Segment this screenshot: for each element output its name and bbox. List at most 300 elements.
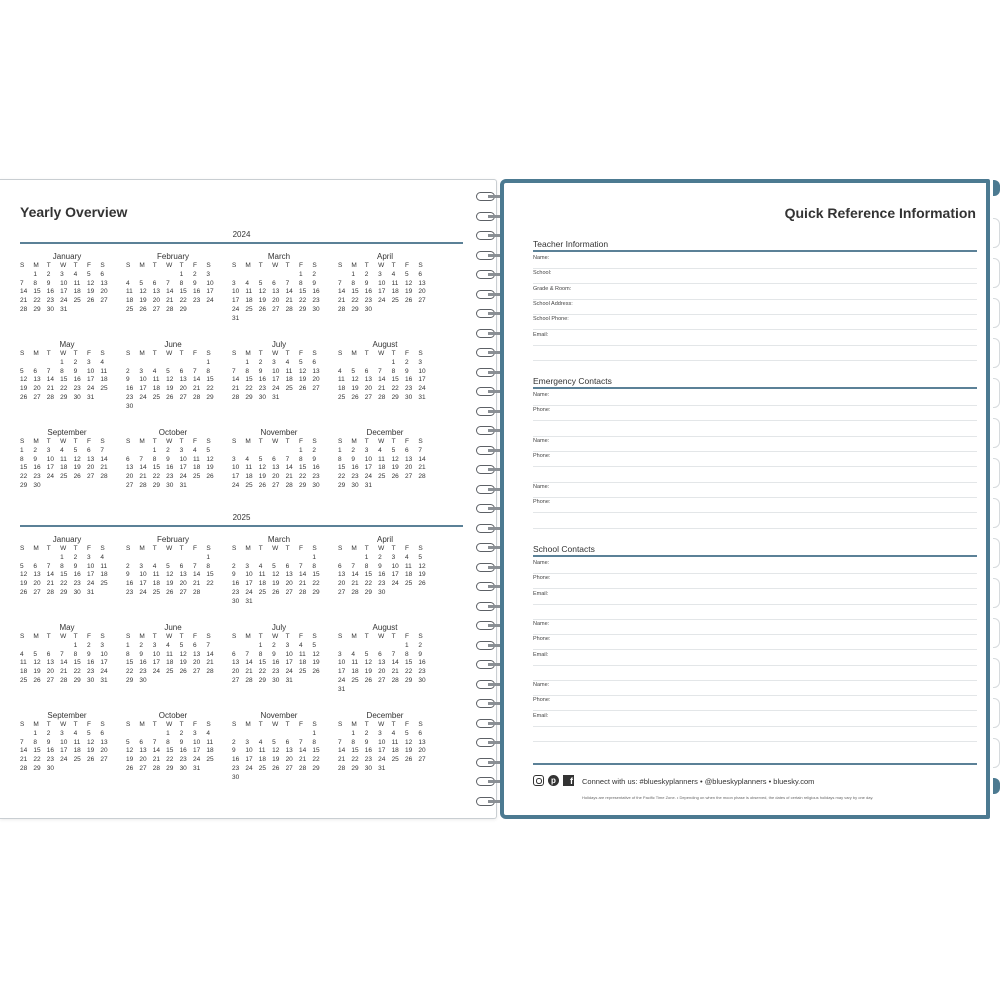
- day-grid: [126, 545, 220, 598]
- day-number: 11: [100, 367, 108, 375]
- blank-line[interactable]: [533, 513, 977, 529]
- section-rule: [533, 387, 977, 389]
- day-number: 24: [46, 473, 55, 481]
- month-name: February: [156, 535, 189, 544]
- day-number: 9: [232, 747, 236, 755]
- month-tab[interactable]: [993, 338, 1000, 368]
- month-tab[interactable]: [993, 658, 1000, 688]
- empty-day: [166, 554, 179, 563]
- weekday-label: W: [378, 721, 385, 728]
- month-tab[interactable]: [993, 418, 1000, 448]
- day-number: 8: [312, 562, 316, 570]
- weekday-label: S: [338, 545, 343, 552]
- blank-line[interactable]: [533, 604, 977, 620]
- month-name: June: [164, 623, 182, 632]
- weekday-label: W: [378, 633, 385, 640]
- day-number: 15: [351, 747, 359, 755]
- empty-day: [153, 359, 166, 368]
- day-number: 16: [272, 659, 280, 667]
- day-number: 17: [391, 571, 399, 579]
- day-number: 26: [20, 588, 28, 596]
- teacher-field[interactable]: Email:: [533, 330, 977, 346]
- day-number: 13: [418, 279, 426, 287]
- blank-line[interactable]: [533, 467, 977, 483]
- weekday-label: F: [192, 633, 197, 640]
- day-number: 26: [86, 756, 95, 764]
- emergency-phone-field[interactable]: Phone:: [533, 451, 977, 467]
- day-number: 15: [20, 464, 28, 472]
- day-number: 21: [206, 659, 214, 667]
- month-tab[interactable]: [993, 298, 1000, 328]
- weekday-label: M: [351, 350, 357, 357]
- day-number: 14: [46, 571, 55, 579]
- month-tab[interactable]: [993, 458, 1000, 488]
- day-number: 11: [258, 747, 266, 755]
- blank-line[interactable]: [533, 665, 977, 681]
- school-phone-field[interactable]: Phone:: [533, 573, 977, 589]
- month-tab[interactable]: [993, 180, 1000, 196]
- teacher-field[interactable]: School Phone:: [533, 314, 977, 330]
- day-number: 22: [258, 668, 267, 676]
- day-number: 9: [86, 650, 91, 658]
- day-number: 25: [245, 481, 253, 489]
- day-number: 22: [20, 473, 28, 481]
- day-number: 23: [312, 473, 320, 481]
- month-tab[interactable]: [993, 498, 1000, 528]
- weekday-label: W: [60, 350, 67, 357]
- teacher-field[interactable]: Name:: [533, 253, 977, 269]
- month-name: October: [158, 428, 188, 437]
- empty-day: [259, 554, 272, 563]
- day-number: 24: [206, 297, 214, 305]
- day-number: 29: [404, 676, 413, 684]
- day-number: 19: [418, 571, 426, 579]
- empty-day: [153, 554, 166, 563]
- day-grid: [338, 350, 432, 403]
- day-number: 29: [298, 305, 307, 313]
- day-number: 9: [258, 367, 263, 375]
- day-number: 14: [152, 747, 161, 755]
- day-number: 21: [378, 385, 386, 393]
- weekday-label: T: [152, 438, 157, 445]
- day-number: 24: [245, 588, 253, 596]
- day-number: 26: [391, 473, 399, 481]
- day-number: 22: [338, 473, 346, 481]
- day-number: 24: [245, 764, 253, 772]
- empty-day: [166, 359, 179, 368]
- day-number: 20: [192, 659, 201, 667]
- day-number: 20: [338, 580, 346, 588]
- day-number: 14: [46, 376, 55, 384]
- day-number: 18: [258, 756, 267, 764]
- day-number: 13: [192, 650, 201, 658]
- weekday-label: S: [338, 721, 343, 728]
- empty-day: [180, 359, 193, 368]
- day-number: 16: [166, 464, 174, 472]
- day-grid: [232, 721, 326, 783]
- day-number: 19: [20, 580, 28, 588]
- weekday-label: M: [351, 262, 357, 269]
- weekday-label: T: [364, 438, 369, 445]
- emergency-phone-field[interactable]: Phone:: [533, 497, 977, 513]
- empty-day: [153, 271, 166, 280]
- day-number: 14: [351, 571, 359, 579]
- month-calendar: [232, 711, 326, 783]
- school-email-field[interactable]: Email:: [533, 650, 977, 666]
- day-number: 29: [33, 764, 41, 772]
- weekday-label: T: [73, 350, 78, 357]
- day-number: 27: [404, 473, 413, 481]
- empty-day: [33, 359, 46, 368]
- day-grid: [232, 262, 326, 324]
- day-number: 2: [46, 729, 51, 737]
- empty-day: [126, 730, 139, 739]
- day-number: 24: [285, 668, 293, 676]
- day-number: 5: [258, 279, 263, 287]
- empty-day: [139, 359, 152, 368]
- day-number: 29: [60, 393, 68, 401]
- weekday-label: S: [312, 262, 317, 269]
- day-number: 19: [126, 756, 134, 764]
- blank-line[interactable]: [533, 421, 977, 437]
- day-number: 28: [351, 588, 359, 596]
- day-number: 15: [338, 464, 346, 472]
- weekday-label: S: [338, 262, 343, 269]
- day-number: 18: [166, 659, 174, 667]
- day-number: 11: [206, 738, 214, 746]
- weekday-label: F: [86, 545, 91, 552]
- day-number: 30: [378, 588, 386, 596]
- month-tab[interactable]: [993, 698, 1000, 728]
- day-number: 28: [418, 473, 426, 481]
- empty-day: [245, 730, 258, 739]
- weekday-label: W: [378, 350, 385, 357]
- day-number: 28: [152, 764, 161, 772]
- day-number: 3: [272, 358, 276, 366]
- day-number: 15: [206, 376, 214, 384]
- weekday-label: S: [100, 350, 105, 357]
- school-phone-field[interactable]: Phone:: [533, 695, 977, 711]
- empty-day: [20, 271, 33, 280]
- day-number: 5: [139, 279, 144, 287]
- day-number: 3: [232, 455, 236, 463]
- day-number: 10: [232, 464, 240, 472]
- day-number: 20: [86, 464, 95, 472]
- empty-day: [126, 271, 139, 280]
- day-number: 16: [139, 659, 147, 667]
- day-number: 19: [404, 747, 413, 755]
- day-number: 4: [152, 367, 157, 375]
- day-number: 18: [378, 464, 386, 472]
- day-grid: [126, 721, 220, 774]
- day-number: 10: [338, 659, 346, 667]
- day-number: 28: [338, 764, 346, 772]
- school-email-field[interactable]: Email:: [533, 711, 977, 727]
- day-number: 8: [351, 279, 356, 287]
- day-number: 16: [364, 288, 373, 296]
- day-number: 20: [364, 385, 373, 393]
- day-number: 16: [418, 659, 426, 667]
- month-calendar: [126, 623, 220, 686]
- day-number: 7: [20, 279, 24, 287]
- day-number: 28: [378, 393, 386, 401]
- day-number: 19: [86, 747, 95, 755]
- day-number: 15: [404, 659, 413, 667]
- day-number: 21: [418, 464, 426, 472]
- weekday-label: M: [245, 633, 251, 640]
- weekday-label: F: [298, 262, 303, 269]
- day-number: 9: [404, 367, 409, 375]
- weekday-label: M: [33, 721, 39, 728]
- weekday-label: T: [179, 545, 184, 552]
- day-number: 12: [139, 288, 147, 296]
- weekday-label: T: [391, 633, 396, 640]
- day-number: 12: [86, 279, 95, 287]
- month-calendar: [232, 535, 326, 607]
- weekday-label: T: [285, 633, 290, 640]
- day-number: 29: [391, 393, 399, 401]
- weekday-label: M: [351, 633, 357, 640]
- day-number: 21: [298, 580, 307, 588]
- weekday-label: S: [206, 350, 211, 357]
- day-number: 28: [20, 764, 28, 772]
- day-number: 6: [100, 729, 104, 737]
- day-number: 15: [152, 464, 161, 472]
- day-number: 7: [100, 446, 104, 454]
- weekday-label: S: [20, 350, 25, 357]
- day-number: 11: [245, 464, 253, 472]
- weekday-label: T: [73, 545, 78, 552]
- day-number: 19: [312, 659, 320, 667]
- day-number: 15: [298, 288, 307, 296]
- day-number: 26: [418, 580, 426, 588]
- day-number: 27: [46, 676, 55, 684]
- day-number: 27: [285, 764, 293, 772]
- day-number: 9: [126, 376, 130, 384]
- day-number: 8: [298, 455, 303, 463]
- day-number: 28: [166, 305, 174, 313]
- day-number: 23: [272, 668, 280, 676]
- weekday-label: F: [86, 350, 91, 357]
- school-email-field[interactable]: Email:: [533, 589, 977, 605]
- day-number: 31: [285, 676, 293, 684]
- weekday-label: F: [298, 633, 303, 640]
- emergency-phone-field[interactable]: Phone:: [533, 405, 977, 421]
- empty-day: [47, 359, 60, 368]
- day-number: 4: [378, 446, 382, 454]
- weekday-label: M: [33, 438, 39, 445]
- teacher-field[interactable]: School Address:: [533, 299, 977, 315]
- day-number: 18: [206, 747, 214, 755]
- month-calendar: [232, 340, 326, 403]
- weekday-label: M: [33, 633, 39, 640]
- day-number: 3: [60, 729, 64, 737]
- day-number: 12: [404, 738, 413, 746]
- blank-line[interactable]: [533, 345, 977, 361]
- day-number: 14: [298, 571, 307, 579]
- month-tab[interactable]: [993, 378, 1000, 408]
- weekday-label: T: [73, 633, 78, 640]
- day-number: 22: [33, 756, 41, 764]
- weekday-label: W: [272, 633, 279, 640]
- day-number: 1: [73, 641, 78, 649]
- weekday-label: W: [166, 545, 173, 552]
- weekday-label: F: [192, 350, 197, 357]
- month-name: July: [271, 623, 287, 632]
- day-number: 24: [86, 580, 95, 588]
- school-name-field[interactable]: Name:: [533, 619, 977, 635]
- emergency-name-field[interactable]: Name:: [533, 436, 977, 452]
- day-number: 27: [126, 481, 134, 489]
- empty-day: [126, 554, 139, 563]
- day-number: 17: [378, 288, 386, 296]
- day-number: 31: [338, 685, 346, 693]
- day-number: 24: [192, 756, 201, 764]
- day-number: 29: [312, 588, 320, 596]
- day-number: 10: [86, 367, 95, 375]
- weekday-label: M: [245, 545, 251, 552]
- emergency-name-field[interactable]: Name:: [533, 390, 977, 406]
- month-calendar: [126, 428, 220, 491]
- empty-day: [338, 554, 351, 563]
- day-number: 11: [298, 650, 306, 658]
- day-grid: [232, 545, 326, 607]
- empty-day: [245, 271, 258, 280]
- day-number: 16: [73, 571, 81, 579]
- month-tab[interactable]: [993, 258, 1000, 288]
- day-number: 29: [245, 393, 253, 401]
- day-number: 17: [139, 580, 147, 588]
- month-tab[interactable]: [993, 218, 1000, 248]
- day-number: 3: [378, 270, 382, 278]
- day-number: 20: [404, 464, 413, 472]
- day-number: 27: [338, 588, 346, 596]
- day-number: 8: [206, 562, 210, 570]
- day-number: 1: [245, 358, 250, 366]
- day-number: 30: [364, 305, 373, 313]
- day-number: 11: [152, 571, 160, 579]
- day-number: 28: [46, 393, 55, 401]
- empty-day: [272, 730, 285, 739]
- day-number: 9: [351, 455, 356, 463]
- day-number: 24: [338, 676, 346, 684]
- weekday-label: S: [126, 545, 131, 552]
- day-number: 5: [272, 738, 276, 746]
- weekday-label: T: [364, 633, 369, 640]
- day-number: 20: [272, 297, 280, 305]
- day-number: 6: [139, 738, 144, 746]
- day-number: 17: [245, 756, 253, 764]
- day-number: 12: [364, 659, 373, 667]
- day-number: 22: [166, 756, 174, 764]
- day-number: 28: [206, 668, 214, 676]
- day-number: 19: [272, 580, 280, 588]
- day-number: 23: [126, 393, 134, 401]
- day-number: 12: [391, 455, 399, 463]
- day-number: 10: [378, 279, 386, 287]
- weekday-label: T: [391, 262, 396, 269]
- day-number: 12: [351, 376, 359, 384]
- day-number: 22: [33, 297, 41, 305]
- weekday-label: T: [258, 545, 263, 552]
- day-number: 31: [245, 597, 253, 605]
- day-grid: [338, 438, 432, 491]
- day-number: 25: [391, 297, 399, 305]
- day-number: 29: [312, 764, 320, 772]
- year-block-1: [20, 513, 463, 781]
- emergency-name-field[interactable]: Name:: [533, 482, 977, 498]
- day-number: 28: [285, 481, 293, 489]
- day-number: 8: [152, 455, 157, 463]
- school-name-field[interactable]: Name:: [533, 558, 977, 574]
- day-grid: [232, 633, 326, 686]
- teacher-field[interactable]: Grade & Room:: [533, 284, 977, 300]
- day-number: 29: [126, 676, 134, 684]
- day-number: 1: [298, 446, 303, 454]
- day-number: 8: [126, 650, 130, 658]
- month-tab[interactable]: [993, 578, 1000, 608]
- weekday-label: W: [166, 721, 173, 728]
- day-number: 16: [232, 756, 240, 764]
- day-number: 12: [33, 659, 41, 667]
- day-number: 15: [351, 288, 359, 296]
- day-number: 31: [272, 393, 280, 401]
- weekday-label: F: [404, 262, 409, 269]
- day-number: 24: [378, 297, 386, 305]
- day-number: 3: [152, 641, 157, 649]
- day-number: 6: [272, 455, 276, 463]
- day-number: 29: [364, 588, 373, 596]
- weekday-label: T: [364, 721, 369, 728]
- day-number: 14: [285, 464, 293, 472]
- weekday-label: S: [312, 545, 317, 552]
- day-number: 1: [60, 358, 64, 366]
- day-number: 18: [126, 297, 134, 305]
- month-tab[interactable]: [993, 778, 1000, 794]
- month-tab[interactable]: [993, 538, 1000, 568]
- day-number: 14: [285, 288, 293, 296]
- weekday-label: S: [20, 721, 25, 728]
- day-number: 6: [285, 738, 290, 746]
- day-number: 13: [100, 738, 108, 746]
- day-number: 24: [139, 588, 147, 596]
- day-number: 19: [86, 288, 95, 296]
- blank-line[interactable]: [533, 726, 977, 742]
- day-number: 24: [100, 668, 108, 676]
- school-phone-field[interactable]: Phone:: [533, 634, 977, 650]
- day-number: 13: [272, 288, 280, 296]
- day-grid: [126, 633, 220, 686]
- day-number: 2: [192, 270, 197, 278]
- day-number: 13: [126, 464, 134, 472]
- day-number: 13: [46, 659, 55, 667]
- month-tab[interactable]: [993, 738, 1000, 768]
- weekday-label: T: [152, 262, 157, 269]
- day-number: 28: [192, 588, 201, 596]
- day-number: 16: [179, 747, 187, 755]
- school-name-field[interactable]: Name:: [533, 680, 977, 696]
- weekday-label: T: [391, 721, 396, 728]
- day-number: 13: [179, 571, 187, 579]
- teacher-field[interactable]: School:: [533, 268, 977, 284]
- day-number: 2: [351, 446, 356, 454]
- day-number: 31: [364, 481, 373, 489]
- month-tab[interactable]: [993, 618, 1000, 648]
- day-number: 6: [179, 562, 184, 570]
- day-number: 5: [126, 738, 130, 746]
- day-number: 21: [139, 473, 147, 481]
- empty-day: [47, 642, 60, 651]
